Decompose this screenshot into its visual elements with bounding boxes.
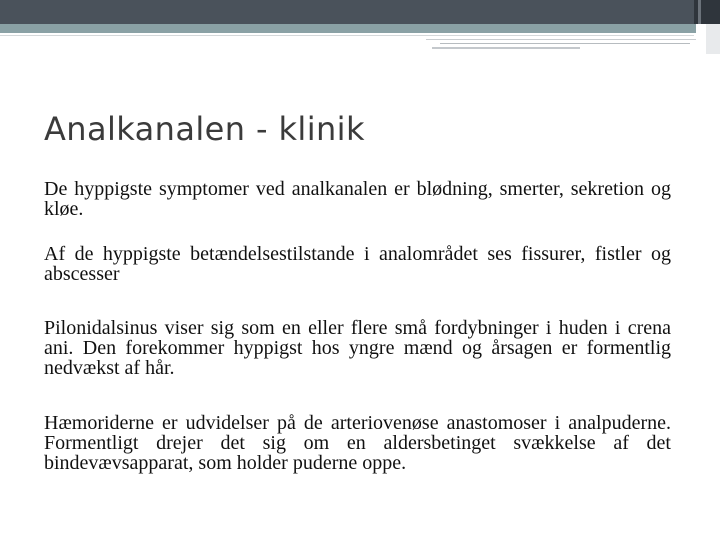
- header-accent-strip: [0, 24, 696, 33]
- paragraph-hemorrhoids: Hæmoriderne er udvidelser på de arteriovenøse anastomoser i analpuderne. Formentligt drejer det sig om en aldersbetinget svækkelse af det bindevævsapparat, som holder puderne oppe.: [44, 412, 671, 474]
- decorative-rule: [432, 47, 580, 49]
- slide-body: [44, 179, 671, 473]
- decorative-rule: [426, 39, 696, 40]
- decorative-rule: [0, 35, 694, 36]
- slide-header-band: [0, 0, 720, 24]
- decorative-rule: [440, 43, 690, 44]
- paragraph-pilonidal-sinus: Pilonidalsinus viser sig som en eller flere små fordybninger i huden i crena ani. Den forekommer hyppigst hos yngre mænd og årsagen er formentlig nedvækst af hår.: [44, 317, 671, 379]
- paragraph-symptoms: De hyppigste symptomer ved analkanalen er blødning, smerter, sekretion og kløe.: [44, 178, 671, 220]
- slide-title: Analkanalen - klinik: [44, 110, 365, 148]
- header-edge-block: [706, 24, 720, 54]
- header-corner-block: [694, 0, 720, 24]
- paragraph-inflammation: Af de hyppigste betændelsestilstande i analområdet ses fissurer, fistler og abscesser: [44, 243, 671, 285]
